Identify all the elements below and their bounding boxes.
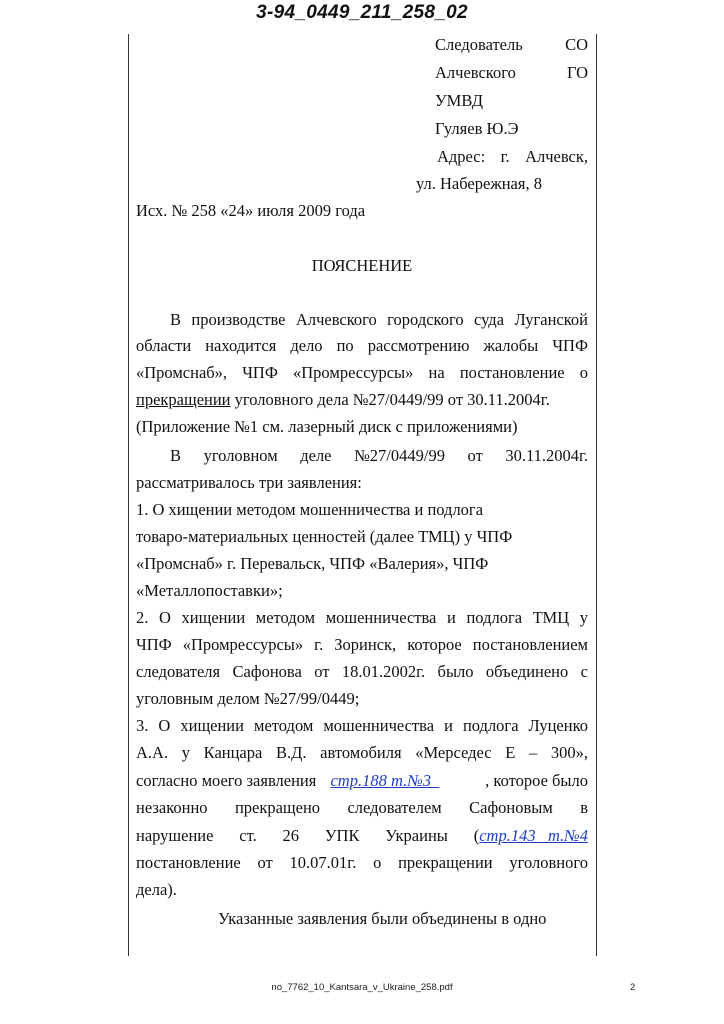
document-id-header: 3-94_0449_211_258_02 [256,2,468,23]
case-reference-link[interactable]: стр.143 т.№4 [479,826,588,845]
text-line: нарушение ст. 26 УПК Украины (стр.143 т.№4 [136,826,588,845]
addressee-line: УМВД [435,91,483,110]
reference-number: Исх. № 258 «24» июля 2009 года [136,201,366,220]
text-line: товаро-материальных ценностей (далее ТМЦ) у ЧПФ [136,527,513,546]
text-line: прекращении уголовного дела №27/0449/99 от 30.11.2004г. [136,390,550,409]
text-line: 1. О хищении методом мошенничества и подлога [136,500,484,519]
underlined-word: прекращении [136,390,231,409]
text-line: следователя Сафонова от 18.01.2002г. было объединено с [136,662,588,681]
addressee-line: ул. Набережная, 8 [416,174,542,193]
page-number: 2 [630,982,636,993]
text-line: незаконно прекращено следователем Сафоновым в [136,798,588,817]
text-line: В уголовном деле №27/0449/99 от 30.11.2004г. [170,446,588,465]
document-title: ПОЯСНЕНИЕ [311,256,413,275]
case-reference-link[interactable]: стр.188 т.№3 [330,771,440,790]
text-line: согласно моего заявления стр.188 т.№3 , которое было [136,771,588,790]
text-line: «Промснаб», ЧПФ «Промрессурсы» на постановление о [136,363,588,382]
text-line: уголовным делом №27/99/0449; [136,689,360,708]
footer-filename: no_7762_10_Kantsara_v_Ukraine_258.pdf [271,982,453,993]
text-line: «Металлопоставки»; [136,581,283,600]
text-line: (Приложение №1 см. лазерный диск с приложениями) [136,417,518,436]
text-line: «Промснаб» г. Перевальск, ЧПФ «Валерия», ЧПФ [136,554,489,573]
left-margin-line [128,34,129,956]
addressee-line: Алчевского ГО [435,63,588,82]
text-line: А.А. у Канцара В.Д. автомобиля «Мерседес Е – 300», [136,743,588,762]
addressee-line: Гуляев Ю.Э [435,119,519,138]
text-line: В производстве Алчевского городского суда Луганской [170,310,588,329]
addressee-line: Следователь СО [435,35,588,54]
text-line: рассматривалось три заявления: [136,473,362,492]
text-line: постановление от 10.07.01г. о прекращении уголовного [136,853,588,872]
text-line: дела). [136,880,177,899]
right-margin-line [596,34,597,956]
text-line: ЧПФ «Промрессурсы» г. Зоринск, которое постановлением [136,635,588,654]
text-line: Указанные заявления были объединены в одно [218,909,547,928]
text-line: области находится дело по рассмотрению жалобы ЧПФ [136,336,588,355]
addressee-line: Адрес: г. Алчевск, [437,147,588,166]
text-line: 2. О хищении методом мошенничества и подлога ТМЦ у [136,608,588,627]
text-line: 3. О хищении методом мошенничества и подлога Луценко [136,716,588,735]
